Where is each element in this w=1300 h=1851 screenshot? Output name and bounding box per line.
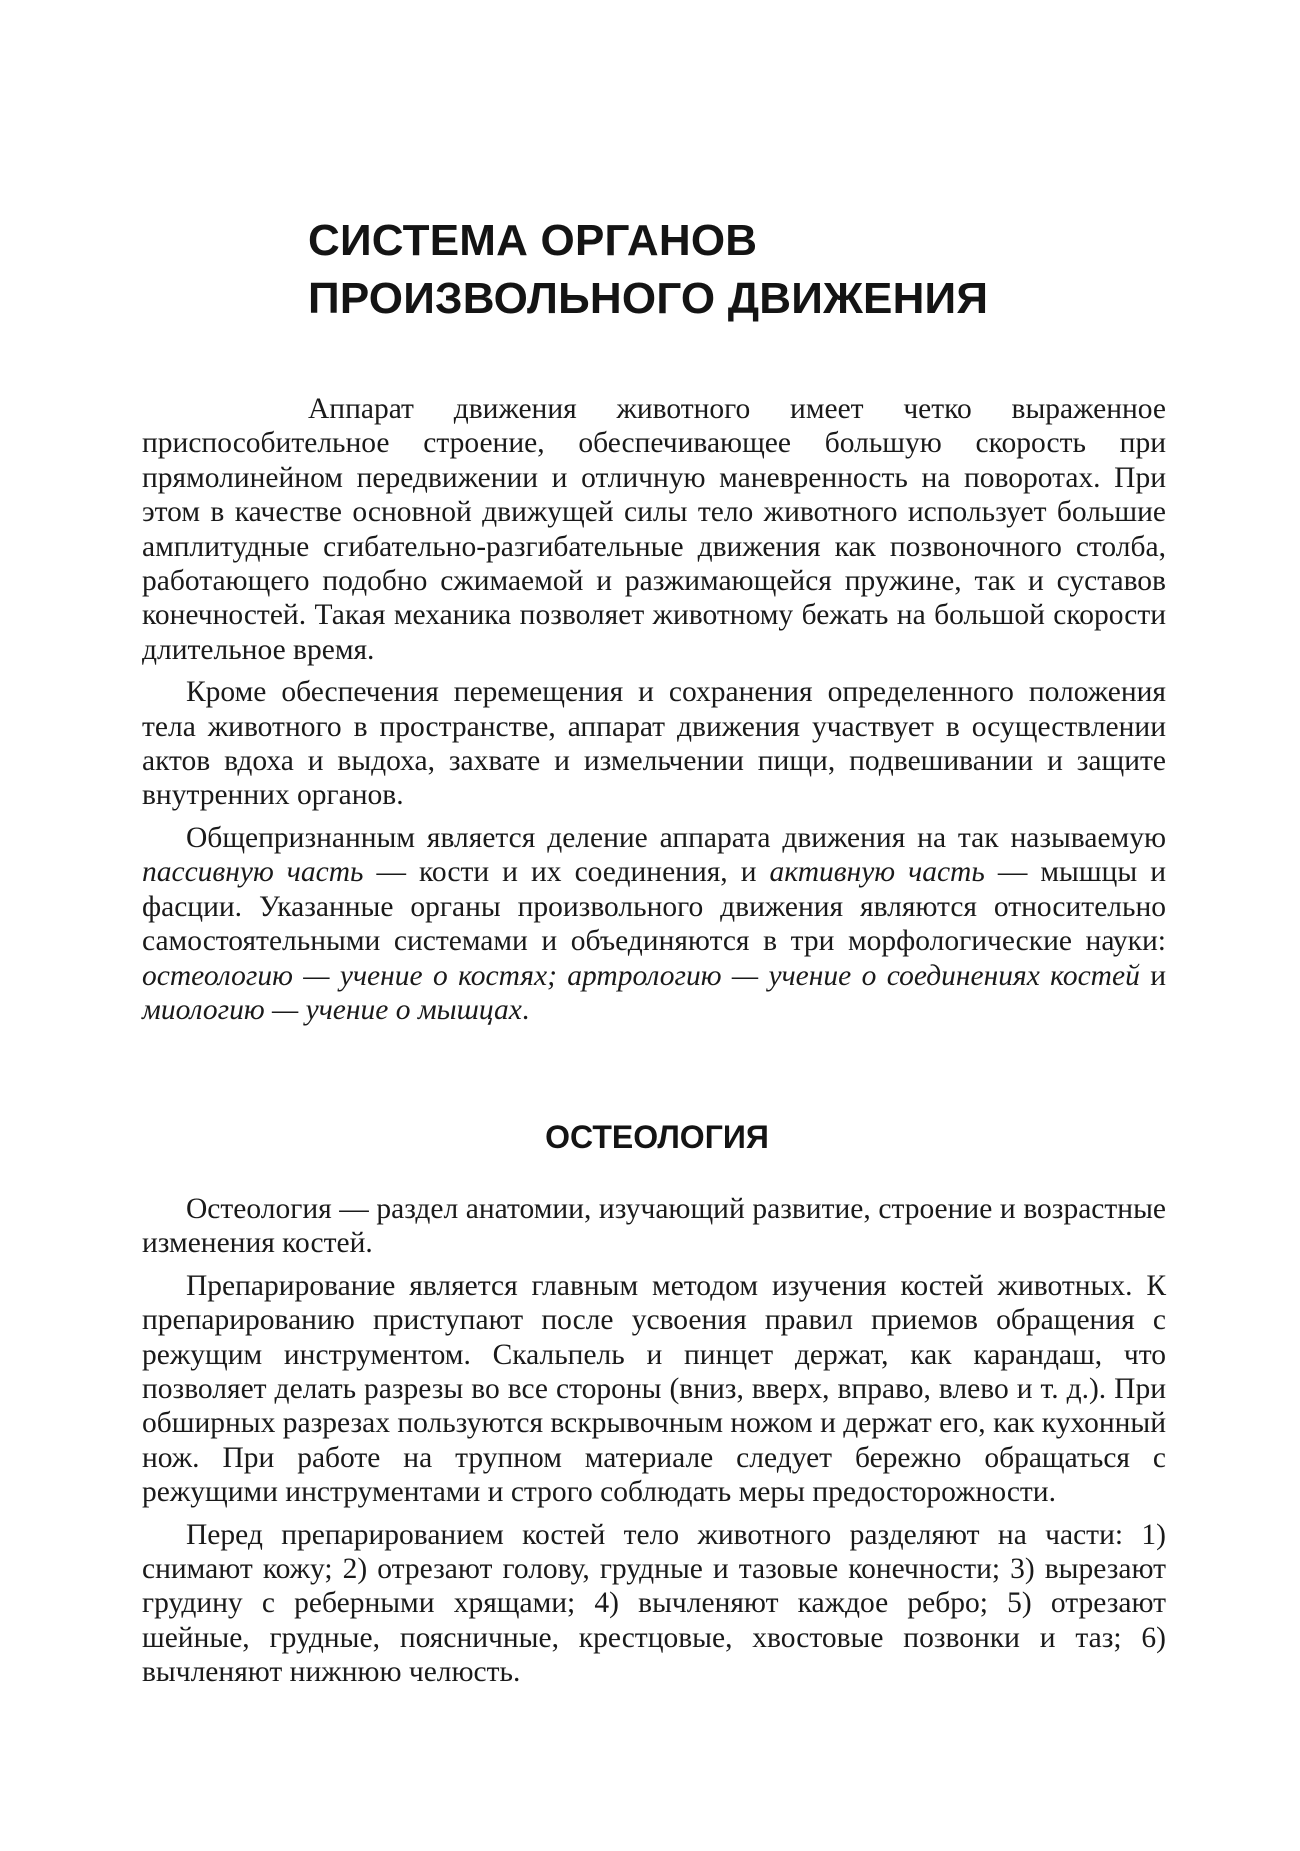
intro-paragraph-2: Кроме обеспечения перемещения и сохранения определенного положения тела животного в пространстве, аппарат движения участвует в осуществлении актов вдоха и выдоха, захвате и измельчении пищи, подвешивании и защите внутренних органов. [142,676,1166,812]
osteology-paragraph-1: Остеология — раздел анатомии, изучающий развитие, строение и возрастные изменения костей. [142,1193,1166,1260]
intro-p3-text-4: и [1139,959,1166,992]
intro-p3-text-5: . [521,993,530,1026]
term-osteology-arthrology: остеологию — учение о костях; артрологию — учение о соединениях костей [142,959,1140,992]
chapter-title-line-2: ПРОИЗВОЛЬНОГО ДВИЖЕНИЯ [308,274,989,323]
intro-paragraph-3 [142,821,1166,1027]
term-active-part: активную часть [769,856,985,889]
intro-section [142,392,1166,1035]
intro-paragraph-1: Аппарат движения животного имеет четко выраженное приспособительное строение, обеспечивающее большую скорость при прямолинейном передвижении и отличную маневренность на поворотах. При этом в качестве основной движущей силы тело животного использует большие амплитудные сгибательно-разгибательные движения как позвоночного столба, работающего подобно сжимаемой и разжимающейся пружине, так и суставов конечностей. Такая механика позволяет животному бежать на большой скорости длительное время. [142,393,1166,666]
intro-p3-text-1: Общепризнанным является деление аппарата движения на так называемую [186,821,1166,854]
term-passive-part: пассивную часть [142,856,364,889]
section-title-osteology: ОСТЕОЛОГИЯ [545,1119,769,1155]
intro-p3-text-3: — мышцы и фасции. Указанные органы произвольного движения являются относительно самостоятельными системами и объединяются в три морфологические науки: [142,856,1166,958]
osteology-section [142,1192,1166,1698]
chapter-title-line-1: СИСТЕМА ОРГАНОВ [308,216,758,265]
intro-p3-text-2: — кости и их соединения, и [363,856,770,889]
chapter-title [308,212,988,328]
term-myology: миологию — учение о мышцах [142,993,522,1026]
osteology-paragraph-2: Препарирование является главным методом изучения костей животных. К препарированию приступают после усвоения правил приемов обращения с режущим инструментом. Скальпель и пинцет держат, как карандаш, что позволяет делать разрезы во все стороны (вниз, вверх, вправо, влево и т. д.). При обширных разрезах пользуются вскрывочным ножом и держат его, как кухонный нож. При работе на трупном материале следует бережно обращаться с режущими инструментами и строго соблюдать меры предосторожности. [142,1269,1166,1509]
osteology-paragraph-3: Перед препарированием костей тело животного разделяют на части: 1) снимают кожу; 2) отрезают голову, грудные и тазовые конечности; 3) вырезают грудину с реберными хрящами; 4) вычленяют каждое ребро; 5) отрезают шейные, грудные, поясничные, крестцовые, хвостовые позвонки и таз; 6) вычленяют нижнюю челюсть. [142,1518,1166,1689]
